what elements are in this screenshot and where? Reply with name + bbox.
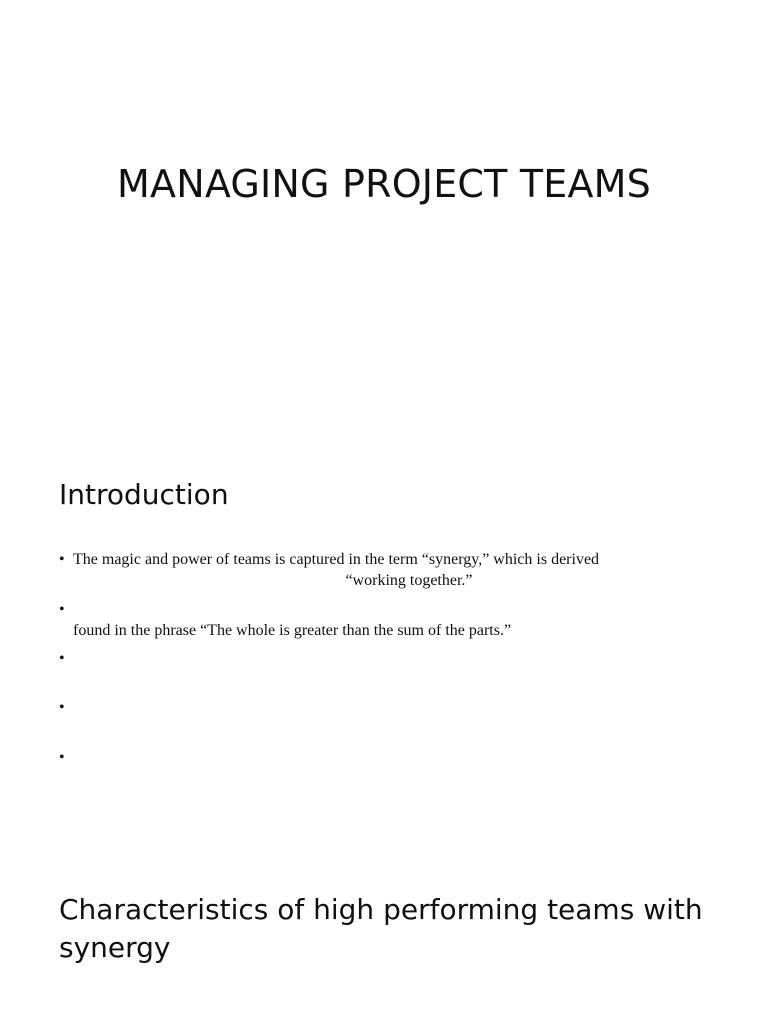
slide-title: MANAGING PROJECT TEAMS xyxy=(117,162,651,206)
bullet-icon: • xyxy=(59,601,65,618)
bullet-icon: • xyxy=(59,650,65,667)
bullet-text-line-1: The magic and power of teams is captured in the term “synergy,” which is derived xyxy=(73,551,600,568)
bullet-text-line-2: found in the phrase “The whole is greater than the sum of the parts.” xyxy=(73,622,512,639)
bullet-text xyxy=(73,549,719,591)
introduction-heading: Introduction xyxy=(59,478,229,511)
bullet-icon: • xyxy=(59,749,65,766)
bullet-text xyxy=(73,620,719,641)
bullet-text-line-2: “working together.” xyxy=(345,572,473,589)
bullet-icon: • xyxy=(59,699,65,716)
characteristics-heading: Characteristics of high performing teams with synergy xyxy=(59,893,703,964)
bullet-icon: • xyxy=(59,551,65,568)
